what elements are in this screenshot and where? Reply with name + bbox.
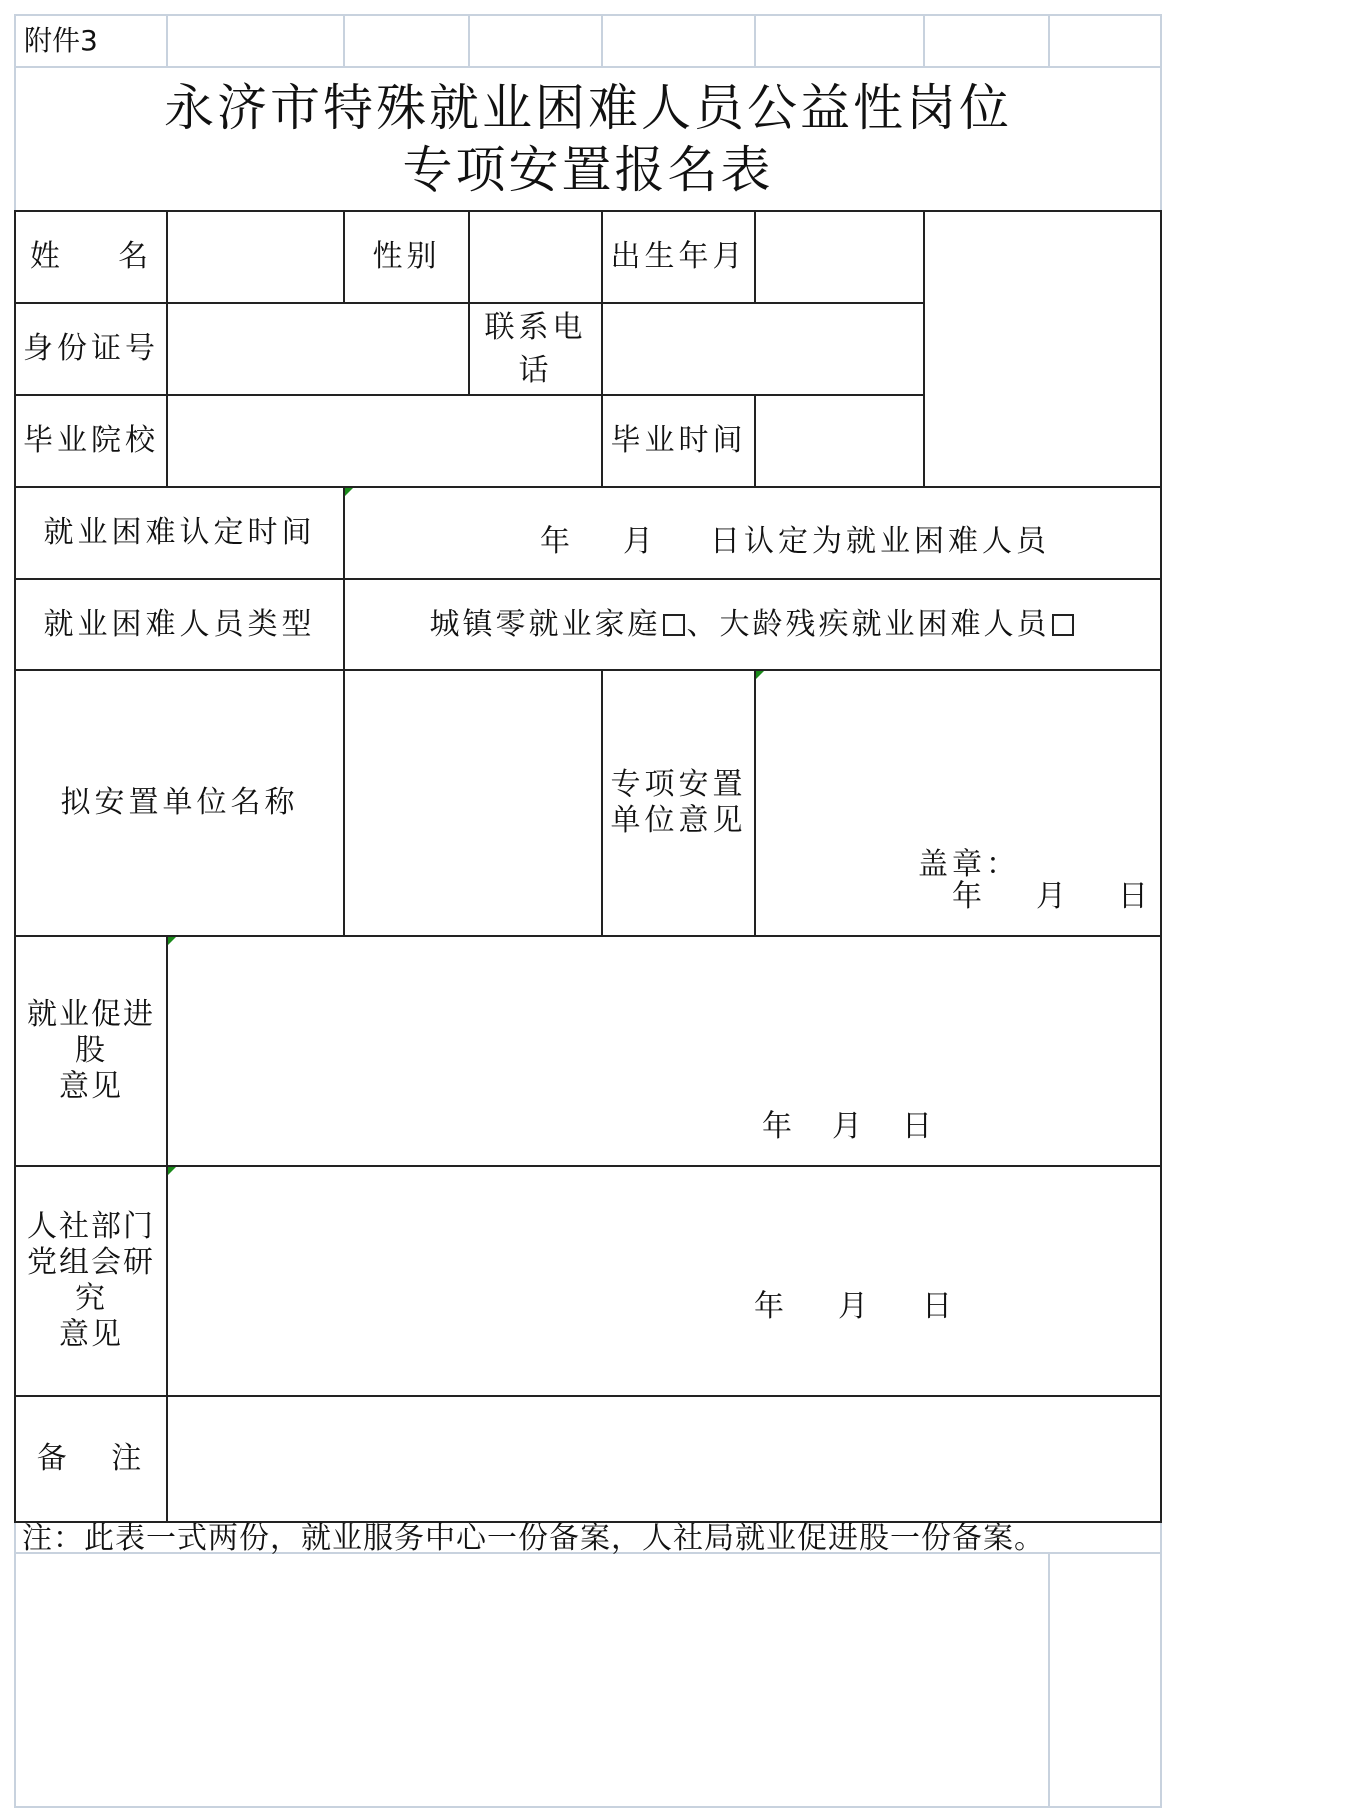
party-opinion-field[interactable]: [168, 1167, 1160, 1395]
unit-name-field[interactable]: [345, 671, 601, 935]
unit-opinion-line-2: 单位意见: [610, 803, 747, 838]
footnote: 注：此表一式两份，就业服务中心一份备案，人社局就业促进股一份备案。: [22, 1521, 1045, 1557]
birth-field[interactable]: [756, 212, 923, 302]
id-number-label: 身份证号: [23, 331, 159, 367]
option-disabled-elderly-label: 大龄残疾就业困难人员: [719, 606, 1050, 642]
difficulty-time-field[interactable]: [345, 488, 1160, 578]
promo-year-label: 年: [762, 1109, 796, 1144]
unit-opinion-line-1: 专项安置: [610, 767, 747, 802]
party-month-label: 月: [838, 1289, 872, 1324]
form-title: [16, 68, 1160, 210]
photo-cell[interactable]: [925, 212, 1160, 486]
difficulty-time-label: 就业困难认定时间: [43, 515, 316, 551]
name-label: 姓 名: [29, 239, 153, 275]
phone-field[interactable]: [603, 304, 923, 394]
party-opinion-label: [16, 1167, 166, 1395]
checkbox-icon[interactable]: [1052, 614, 1074, 636]
title-line-2: 专项安置报名表: [402, 141, 774, 199]
party-line-3: 意见: [59, 1317, 123, 1352]
title-line-1: 永济市特殊就业困难人员公益性岗位: [164, 78, 1012, 137]
unit-day-label: 日: [1118, 879, 1152, 914]
annex-label: 附件3: [24, 23, 98, 57]
promo-line-2: 意见: [59, 1069, 123, 1104]
promo-opinion-field[interactable]: [168, 937, 1160, 1165]
difficulty-type-label: 就业困难人员类型: [43, 606, 316, 642]
promo-day-label: 日: [902, 1109, 936, 1144]
party-line-1: 人社部门: [27, 1209, 155, 1244]
school-field[interactable]: [168, 396, 601, 486]
promo-line-1: 就业促进股: [27, 997, 155, 1068]
name-field[interactable]: [168, 212, 343, 302]
gender-field[interactable]: [470, 212, 601, 302]
remarks-label: 备 注: [36, 1441, 146, 1477]
birth-label: 出生年月: [610, 239, 747, 275]
unit-month-label: 月: [1036, 879, 1070, 914]
unit-opinion-field[interactable]: [756, 671, 1160, 935]
promo-opinion-label: [16, 937, 166, 1165]
id-number-field[interactable]: [168, 304, 468, 394]
seal-label: 盖章：: [918, 847, 1020, 882]
party-line-2: 党组会研究: [27, 1245, 155, 1316]
party-day-label: 日: [922, 1289, 956, 1324]
party-year-label: 年: [754, 1289, 788, 1324]
unit-year-label: 年: [952, 879, 986, 914]
checkbox-icon[interactable]: [663, 614, 685, 636]
difficulty-rest-label: 日认定为就业困难人员: [710, 524, 1050, 559]
grad-time-field[interactable]: [756, 396, 923, 486]
difficulty-type-options: [345, 580, 1160, 669]
unit-opinion-label: [603, 671, 754, 935]
remarks-field[interactable]: [168, 1397, 1160, 1521]
option-separator: 、: [686, 606, 720, 642]
school-label: 毕业院校: [23, 423, 159, 459]
promo-month-label: 月: [832, 1109, 866, 1144]
option-zero-employment-label: 城镇零就业家庭: [429, 606, 661, 642]
grad-time-label: 毕业时间: [610, 423, 747, 459]
gender-label: 性别: [372, 239, 441, 275]
difficulty-year-label: 年: [540, 524, 574, 559]
unit-name-label: 拟安置单位名称: [60, 785, 299, 821]
phone-label: 联系电话: [484, 309, 587, 388]
difficulty-month-label: 月: [623, 524, 657, 559]
